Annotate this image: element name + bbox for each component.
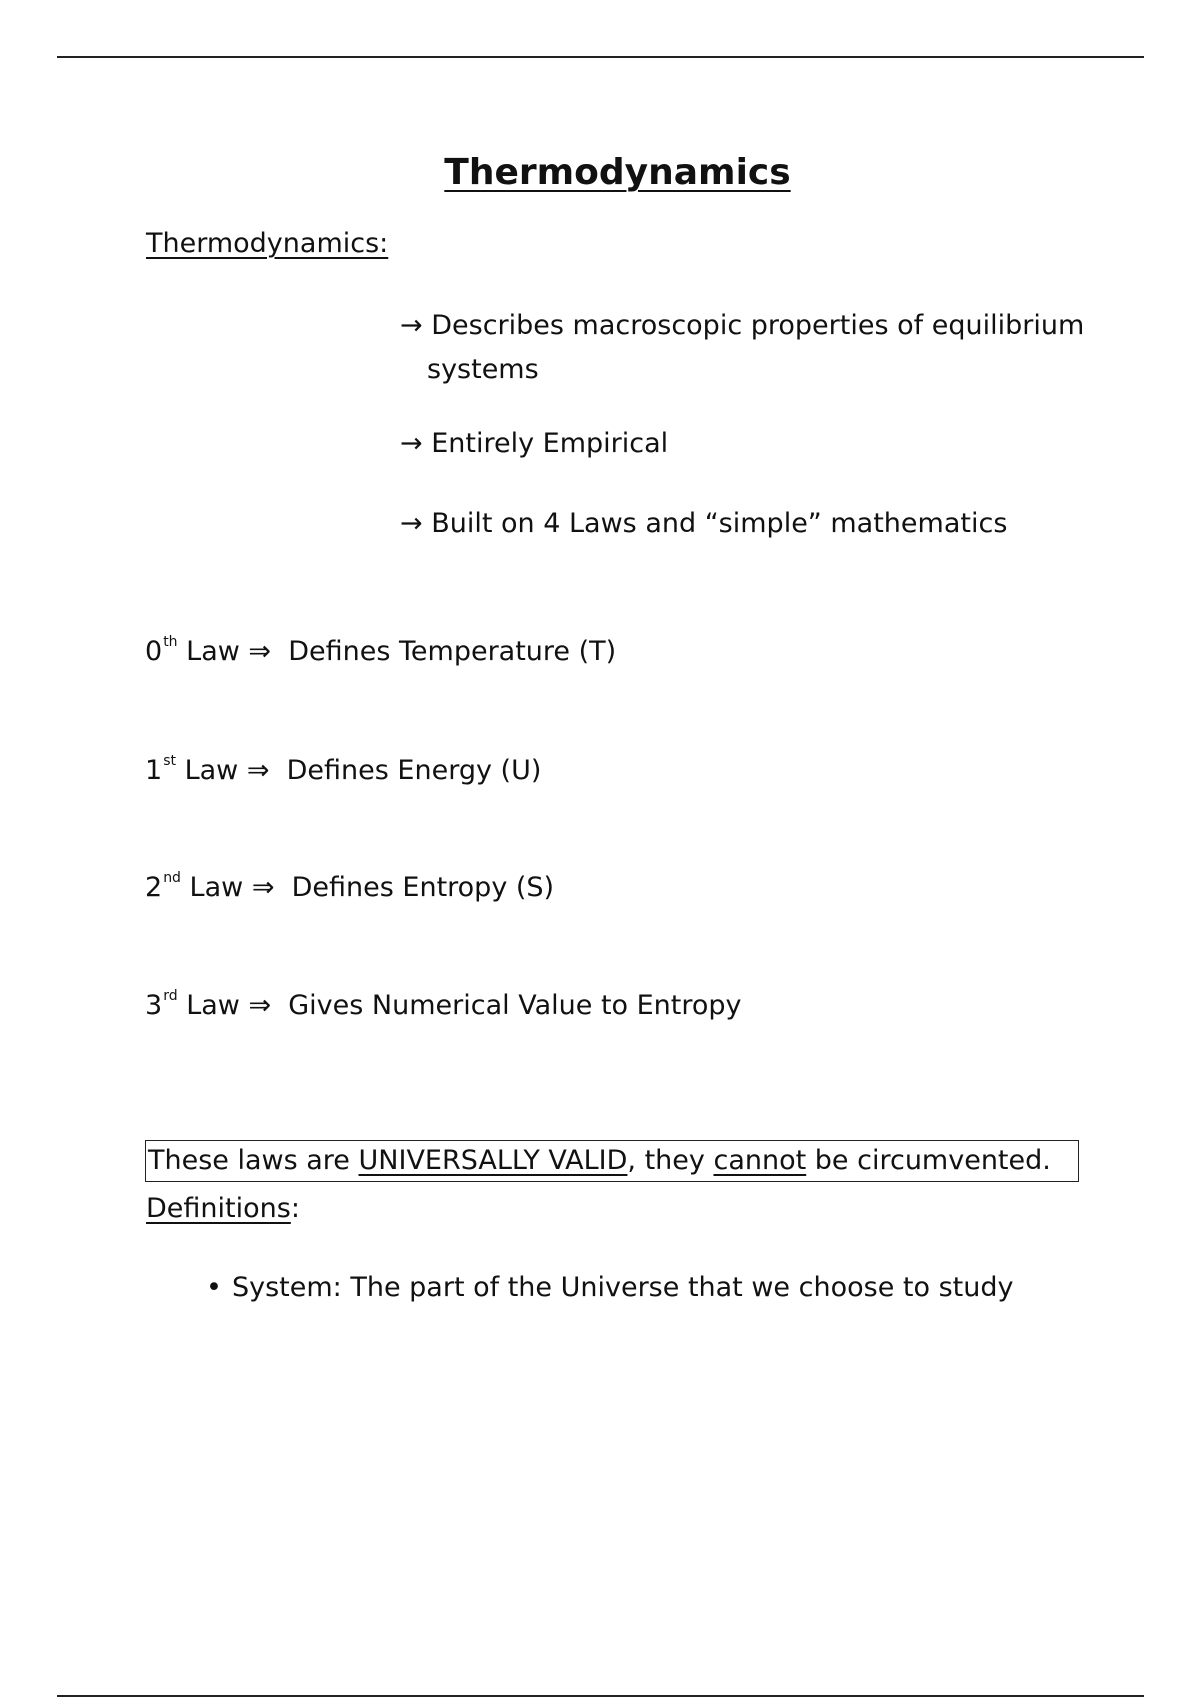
bullet-icon: •: [206, 1272, 222, 1303]
statement-emphasis: UNIVERSALLY VALID: [358, 1145, 628, 1176]
page-title: Thermodynamics: [444, 152, 791, 193]
law-word: Law: [186, 990, 240, 1021]
law-description: Gives Numerical Value to Entropy: [288, 990, 742, 1021]
property-text-continued: systems: [427, 354, 539, 385]
first-law: [145, 753, 541, 786]
law-word: Law: [186, 636, 240, 667]
law-word: Law: [184, 755, 239, 786]
boxed-statement: [145, 1140, 1079, 1182]
statement-text: be circumvented.: [806, 1145, 1051, 1176]
zeroth-law: [145, 634, 616, 667]
arrow-icon: →: [400, 310, 423, 341]
implies-arrow-icon: ⇒: [248, 990, 272, 1021]
law-description: Defines Temperature (T): [288, 636, 617, 667]
arrow-icon: →: [400, 508, 423, 539]
property-list: [400, 304, 1100, 546]
statement-text: These laws are: [148, 1145, 359, 1176]
law-ordinal-suffix: st: [163, 753, 176, 769]
property-item: [400, 502, 1100, 546]
bottom-rule: [57, 1695, 1144, 1697]
law-ordinal-suffix: rd: [163, 988, 178, 1004]
third-law: [145, 988, 742, 1021]
definition-text: System: The part of the Universe that we choose to study: [232, 1272, 1014, 1303]
second-law: [145, 870, 554, 903]
property-item: [400, 422, 1100, 466]
law-description: Defines Entropy (S): [291, 872, 555, 903]
law-number: 2: [145, 872, 163, 903]
definitions-label: Definitions: [146, 1193, 291, 1224]
law-ordinal-suffix: th: [163, 634, 178, 650]
property-text: Describes macroscopic properties of equilibrium: [431, 310, 1085, 341]
definitions-heading: [146, 1193, 300, 1224]
law-word: Law: [189, 872, 244, 903]
law-number: 1: [145, 755, 163, 786]
law-ordinal-suffix: nd: [163, 870, 181, 886]
property-text: Built on 4 Laws and “simple” mathematics: [431, 508, 1008, 539]
implies-arrow-icon: ⇒: [248, 636, 272, 667]
implies-arrow-icon: ⇒: [246, 755, 270, 786]
law-description: Defines Energy (U): [286, 755, 542, 786]
property-item: [400, 304, 1100, 392]
top-rule: [57, 56, 1144, 58]
arrow-icon: →: [400, 428, 423, 459]
section-label: Thermodynamics:: [146, 228, 389, 259]
law-number: 0: [145, 636, 163, 667]
property-text: Entirely Empirical: [431, 428, 669, 459]
statement-text: , they: [627, 1145, 714, 1176]
statement-emphasis: cannot: [713, 1145, 807, 1176]
definitions-colon: :: [290, 1193, 300, 1224]
definition-item: [206, 1272, 1013, 1303]
implies-arrow-icon: ⇒: [251, 872, 275, 903]
law-number: 3: [145, 990, 163, 1021]
